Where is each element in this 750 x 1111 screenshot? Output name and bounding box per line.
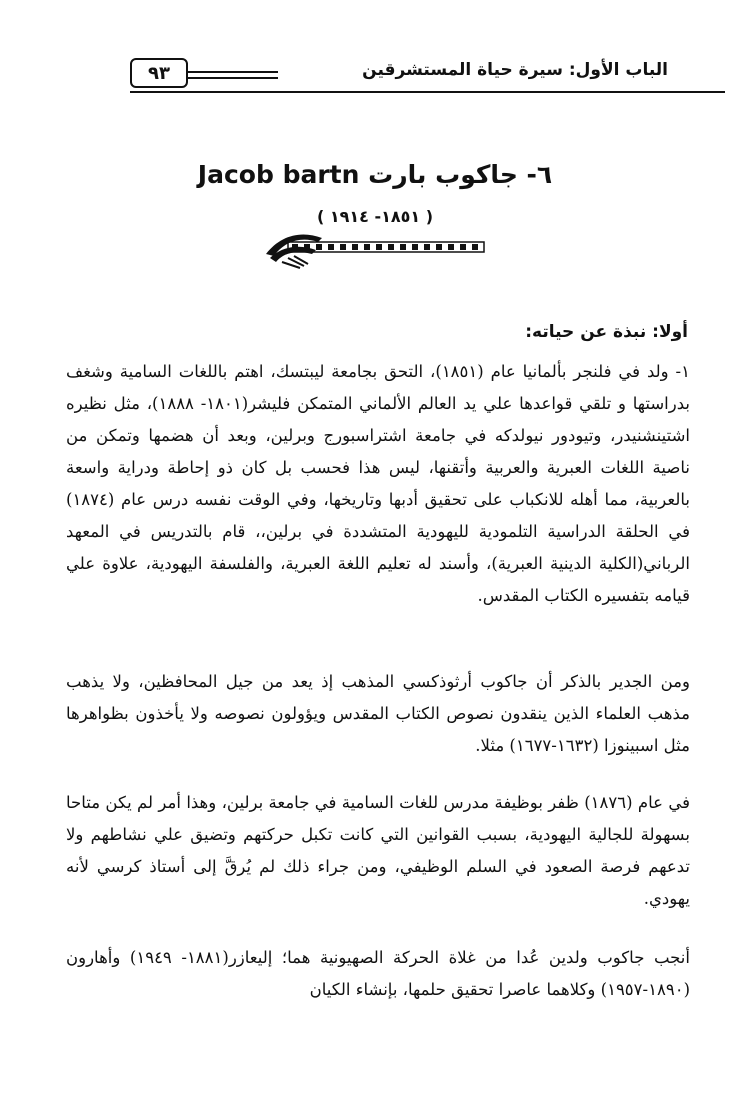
lifespan-dates: ( ١٨٥١- ١٩١٤ )	[316, 207, 434, 226]
chapter-title: ٦- جاكوب بارت Jacob bartn	[197, 160, 553, 189]
paragraph-1: ١- ولد في فلنجر بألمانيا عام (١٨٥١)، التحق بجامعة ليبتسك، اهتم باللغات السامية وشغف بدراستها و تلقي قواعدها علي يد العالم الألماني المتمكن فليشر(١٨٠١- ١٨٨٨)، مثل نظيره اشتينشنيدر، وتيودور نيولدكه في جامعة اشتراسبورج وبرلين، وبعد أن هضمها وتمكن من ناصية اللغات العبرية والعربية وأتقنها، ليس هذا فحسب بل كان ذو إحاطة ودراية واسعة بالعربية، مما أهله للانكباب على تحقيق أدبها وتاريخها، وفي الوقت نفسه درس عام (١٨٧٤) في الحلقة الدراسية التلمودية لليهودية المتشددة في برلين،، قام بالتدريس في المعهد الرباني(الكلية الدينية العبرية)، وأسند له تعليم اللغة العبرية، والفلسفة اليهودية، علاوة علي قيامه بتفسيره الكتاب المقدس.	[66, 362, 690, 605]
paragraph-2: ومن الجدير بالذكر أن جاكوب أرثوذكسي المذهب إذ يعد من جيل المحافظين، ولا يذهب مذهب العلماء الذين ينقدون نصوص الكتاب المقدس ويؤولون نصوصه ولا يأخذون بظواهرها مثل اسبينوزا (١٦٣٢-١٦٧٧) مثلا.	[66, 672, 690, 755]
header-divider	[188, 71, 278, 73]
page-header	[110, 52, 710, 92]
paragraph-4: أنجب جاكوب ولدين عُدا من غلاة الحركة الصهيونية هما؛ إليعازر(١٨٨١- ١٩٤٩) وأهارون (١٨٩٠-١٩٥٧) وكلاهما عاصرا تحقيق حلمها، بإنشاء الكيان	[66, 948, 690, 999]
section-heading: أولا: نبذة عن حياته:	[525, 322, 688, 342]
paragraph-3: في عام (١٨٧٦) ظفر بوظيفة مدرس للغات السامية في جامعة برلين، وهذا أمر لم يكن متاحا بسهولة للجالية اليهودية، بسبب القوانين التي كانت تكبل حركتهم وتضيق علي نشاطهم ولا تدعهم فرصة الصعود في السلم الوظيفي، ومن جراء ذلك لم يُرقَّ إلى أستاذ كرسي لأنه يهودي.	[66, 793, 690, 908]
page-number: ٩٣	[130, 58, 188, 88]
header-divider	[188, 77, 278, 79]
header-rule	[130, 91, 725, 93]
running-title: الباب الأول: سيرة حياة المستشرقين	[362, 60, 668, 80]
decorative-ornament-icon	[260, 228, 490, 270]
